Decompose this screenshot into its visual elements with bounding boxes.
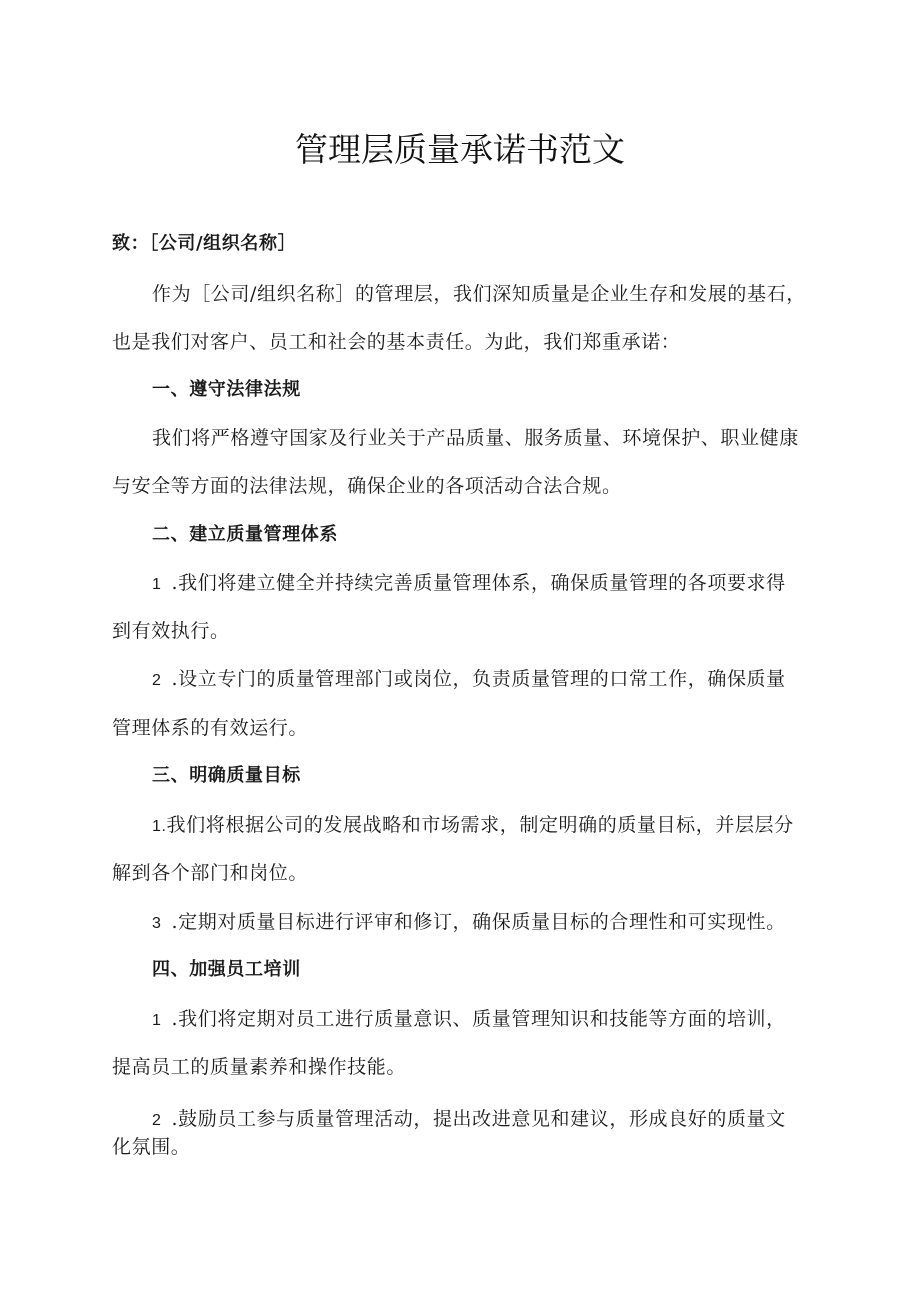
section-4-item-1-line-2: 提高员工的质量素养和操作技能。 (112, 1056, 407, 1078)
item-number: 2 (152, 1112, 162, 1129)
section-4-item-2-line-2: 化氛围。 (112, 1136, 191, 1158)
section-heading-2: 二、建立质量管理体系 (152, 524, 338, 545)
item-number: 3 (152, 915, 162, 932)
section-2-item-2-line-2: 管理体系的有效运行。 (112, 717, 309, 739)
intro-line-1: 作为［公司/组织名称］的管理层，我们深知质量是企业生存和发展的基石， (152, 283, 806, 305)
salutation: 致：［公司/组织名称］ (112, 233, 297, 254)
item-number: 1 (152, 576, 162, 593)
section-3-item-2-line-1: 3 .定期对质量目标进行评审和修订，确保质量目标的合理性和可实现性。 (152, 911, 786, 933)
section-heading-1: 一、遵守法律法规 (152, 379, 301, 400)
section-4-item-2-line-1: 2 .鼓励员工参与质量管理活动，提出改进意见和建议，形成良好的质量文 (152, 1108, 786, 1130)
section-heading-4: 四、加强员工培训 (152, 959, 301, 980)
section-heading-3: 三、明确质量目标 (152, 765, 301, 786)
item-number: 1. (152, 818, 167, 835)
section-4-item-1-line-1: 1 .我们将定期对员工进行质量意识、质量管理知识和技能等方面的培训， (152, 1008, 786, 1030)
section-3-item-1-line-1: 1.我们将根据公司的发展战略和市场需求，制定明确的质量目标，并层层分 (152, 814, 794, 836)
intro-line-2: 也是我们对客户、员工和社会的基本责任。为此，我们郑重承诺： (112, 331, 681, 353)
section-2-item-2-line-1: 2 .设立专门的质量管理部门或岗位，负责质量管理的口常工作，确保质量 (152, 668, 786, 690)
document-title: 管理层质量承诺书范文 (295, 130, 625, 169)
section-2-item-1-line-1: 1 .我们将建立健全并持续完善质量管理体系，确保质量管理的各项要求得 (152, 572, 786, 594)
section-1-para-line-1: 我们将严格遵守国家及行业关于产品质量、服务质量、环境保护、职业健康 (152, 427, 799, 449)
section-1-para-line-2: 与安全等方面的法律法规，确保企业的各项活动合法合规。 (112, 475, 622, 497)
section-2-item-1-line-2: 到有效执行。 (112, 620, 230, 642)
section-3-item-1-line-2: 解到各个部门和岗位。 (112, 862, 309, 884)
item-number: 2 (152, 672, 162, 689)
item-number: 1 (152, 1012, 162, 1029)
